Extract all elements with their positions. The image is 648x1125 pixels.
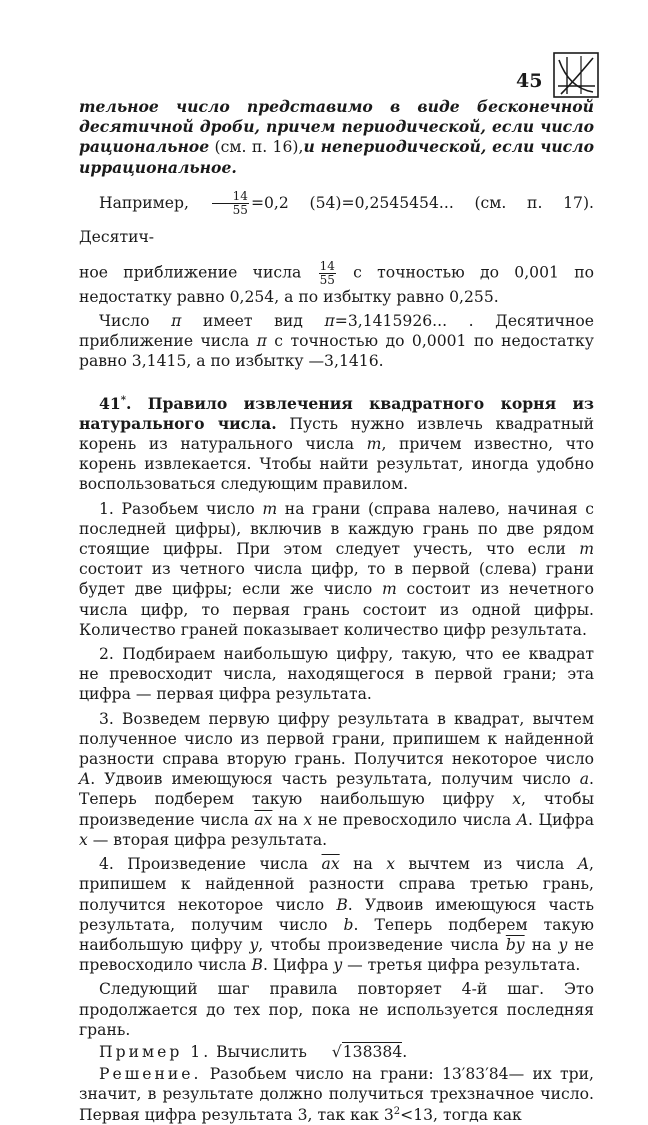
text-span: Вычислить xyxy=(211,1042,312,1061)
math-symbol: m xyxy=(382,580,397,599)
text-span: . xyxy=(402,1042,408,1061)
text-span: с точностью до 0,001 по недостатку равно 0,254, а по избытку равно 0,255. xyxy=(79,263,594,306)
math-symbol: A xyxy=(79,770,91,789)
section-star: * xyxy=(120,394,126,406)
paragraph-example-fraction xyxy=(79,186,594,254)
text-span: Разобьем число на грани: 13′83′84— их три, значит, в результате должно получиться трехзначное число. Первая цифра результата 3, так как 3 xyxy=(79,1065,594,1124)
math-symbol: m xyxy=(262,499,278,518)
text-span: с точностью до 0,0001 по недостатку равно 3,1415, а по избытку —3,1416. xyxy=(79,332,594,371)
math-overline: $\overline{by}$ xyxy=(505,935,525,954)
math-symbol: m xyxy=(579,540,594,559)
text-span: состоит из четного числа цифр, то в первой (слева) грани будет две цифры; если же число xyxy=(79,560,594,599)
text-span: . Удвоив имеющуюся часть результата, получим число xyxy=(79,895,594,934)
text-span: <13, тогда как xyxy=(400,1105,522,1124)
graph-logo-icon xyxy=(553,52,599,98)
superscript: 2 xyxy=(393,1105,401,1117)
math-symbol: A xyxy=(516,810,528,829)
math-symbol: m xyxy=(366,435,382,454)
text-span: , чтобы произведение числа xyxy=(79,790,594,829)
text-span: . Цифра xyxy=(263,956,334,975)
text-span: , причем известно, что корень извлекается. Чтобы найти результат, иногда удобно воспользоваться следующим правилом. xyxy=(79,435,594,494)
page-header xyxy=(0,52,648,102)
text-span: — вторая цифра результата. xyxy=(87,830,328,849)
math-symbol: A xyxy=(577,855,590,874)
text-span: на грани (справа налево, начиная с последней цифры), включив в каждую грань по две рядом стоящие цифры. При этом следует учесть, что если xyxy=(79,499,594,559)
math-symbol: B xyxy=(336,895,348,914)
text-span: , чтобы произведение числа xyxy=(258,935,506,954)
text-span: на xyxy=(272,810,304,829)
example-label: Пример 1. xyxy=(99,1042,212,1061)
square-root xyxy=(312,1042,402,1062)
step-4 xyxy=(79,854,594,975)
solution xyxy=(79,1064,594,1125)
text-span: =0,2 (54)=0,2545454... (см. п. 17). Десятич- xyxy=(79,193,594,246)
step-2: 2. Подбираем наибольшую цифру, такую, что ее квадрат не превосходит числа, находящегося в первой грани; эта цифра — первая цифра результата. xyxy=(79,645,594,704)
text-span: Число xyxy=(99,312,172,331)
text-span: 3. Возведем первую цифру результата в квадрат, вычтем полученное число из первой грани, припишем к найденной разности справа вторую грань. Получится некоторое число xyxy=(79,709,594,769)
math-symbol: π xyxy=(171,312,182,331)
math-overline: $\overline{ax}$ xyxy=(254,810,273,829)
math-symbol: y xyxy=(249,935,259,954)
math-symbol: b xyxy=(343,915,354,934)
text-span: Пусть нужно извлечь квадратный корень из натурального числа xyxy=(79,414,594,454)
italic-text: тельное число представимо в виде бесконечной десятичной дроби, причем периодической, если число рациональное xyxy=(79,97,594,157)
text-span: , припишем к найденной разности справа третью грань, получится некоторое число xyxy=(79,855,594,914)
next-step-note: Следующий шаг правила повторяет 4-й шаг. Это продолжается до тех пор, пока не используется последняя грань. xyxy=(79,980,594,1039)
example-1 xyxy=(79,1042,594,1062)
math-symbol: B xyxy=(251,956,263,975)
math-symbol: π xyxy=(256,332,267,351)
paragraph-approximation xyxy=(79,260,594,307)
text-span: 4. Произведение числа xyxy=(99,855,322,874)
math-symbol: y xyxy=(333,956,343,975)
text-span: (см. п. 16), xyxy=(209,138,304,157)
text-span: =3,1415926... . Десятичное приближение числа xyxy=(79,312,594,351)
math-overline: $\overline{ax}$ xyxy=(321,855,340,874)
fraction xyxy=(319,260,336,287)
italic-text: и непериодической, если число иррациональное. xyxy=(79,137,594,177)
text-span: вычтем из числа xyxy=(395,855,578,874)
math-symbol: x xyxy=(79,830,88,849)
section-title: . Правило извлечения квадратного корня из натурального числа. xyxy=(79,393,594,433)
text-span: . Теперь подберем такую наибольшую цифру xyxy=(79,770,594,809)
radicand: 138384 xyxy=(342,1042,403,1061)
text-span: 1. Разобьем число xyxy=(99,499,263,518)
fraction-numerator: 14 xyxy=(319,258,335,273)
text-span: . Теперь подберем такую наибольшую цифру xyxy=(79,915,594,954)
paragraph-pi xyxy=(79,311,594,372)
math-symbol: x xyxy=(512,790,522,809)
fraction xyxy=(212,190,249,217)
section-number: 41 xyxy=(99,393,121,413)
math-symbol: y xyxy=(558,935,568,954)
text-span: Например, xyxy=(99,193,210,212)
text-span: имеет вид xyxy=(181,312,325,331)
page-content xyxy=(79,97,594,1125)
page-number: 45 xyxy=(516,70,543,92)
section-41-intro xyxy=(79,394,594,495)
text-span: . Цифра xyxy=(527,810,594,829)
math-symbol: π xyxy=(324,312,335,331)
text-span: состоит из нечетного числа цифр, то первая грань состоит из одной цифры. Количество граней показывает количество цифр результата. xyxy=(79,580,594,639)
math-symbol: x xyxy=(386,855,395,874)
radical-sign-icon: √ xyxy=(331,1042,342,1061)
fraction-denominator: 55 xyxy=(232,203,248,218)
math-symbol: a xyxy=(579,770,590,789)
fraction-numerator: 14 xyxy=(212,190,249,204)
paragraph-definition-end xyxy=(79,97,594,178)
text-span: на xyxy=(524,935,559,954)
step-1 xyxy=(79,499,594,640)
step-3 xyxy=(79,709,594,850)
solution-label: Решение. xyxy=(99,1065,202,1084)
fraction-denominator: 55 xyxy=(319,272,335,287)
text-span: ное приближение числа xyxy=(79,263,317,282)
text-span: не превосходило числа xyxy=(312,810,517,829)
text-span: на xyxy=(339,855,387,874)
math-symbol: x xyxy=(303,810,313,829)
text-span: не превосходило числа xyxy=(79,935,594,975)
text-span: — третья цифра результата. xyxy=(342,956,581,975)
text-span: . Удвоив имеющуюся часть результата, получим число xyxy=(90,770,580,789)
